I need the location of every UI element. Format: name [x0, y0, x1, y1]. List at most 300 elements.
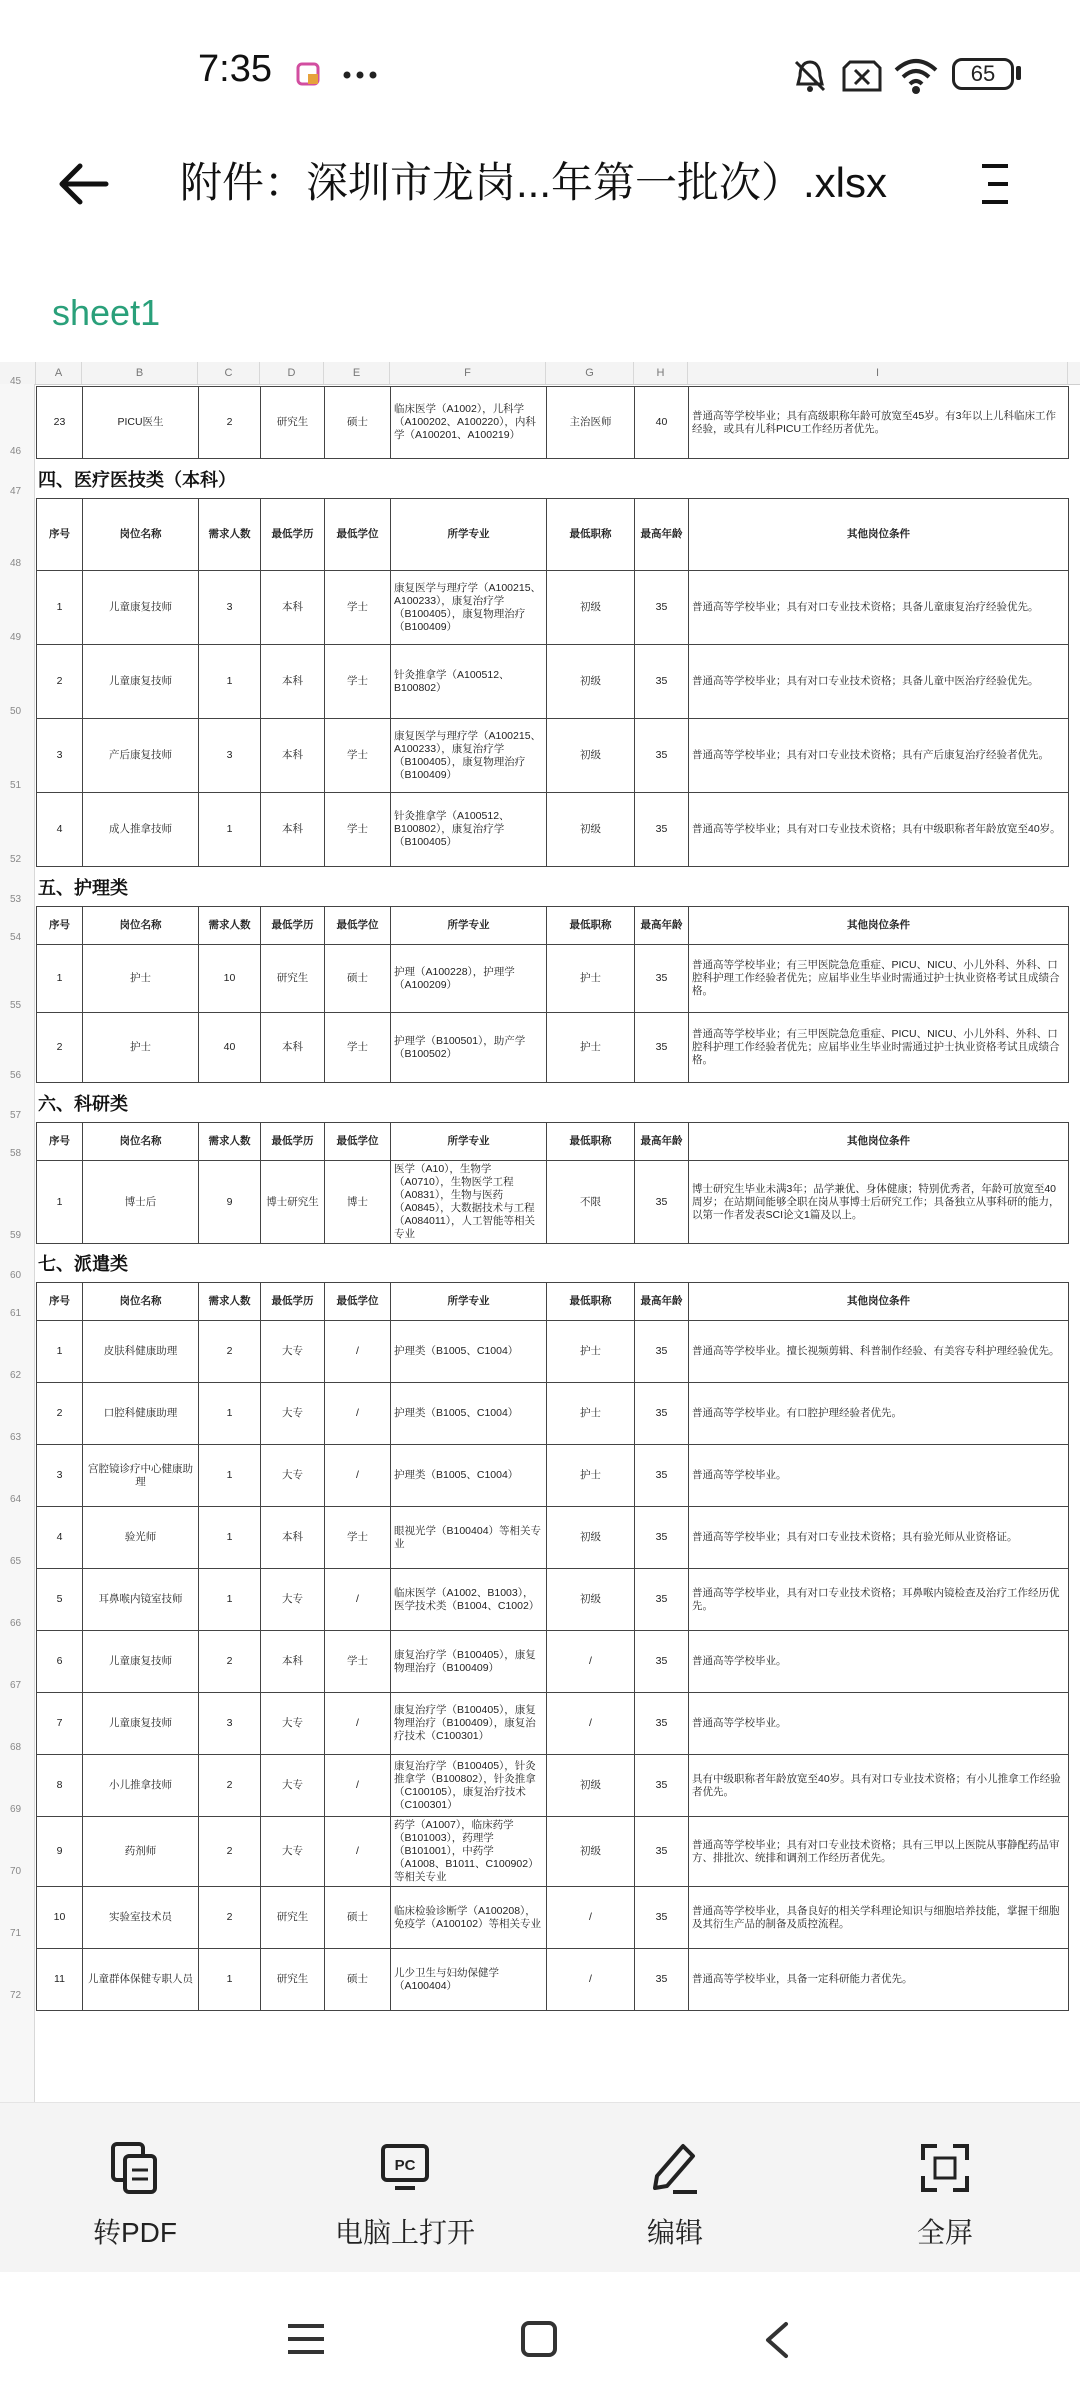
table-cell[interactable]: 普通高等学校毕业。 [689, 1445, 1069, 1507]
table-cell[interactable]: 1 [199, 793, 261, 867]
system-nav-bar [0, 2272, 1080, 2400]
table-row [37, 1887, 1069, 1949]
table-cell[interactable]: 大专 [261, 1445, 325, 1507]
table-cell[interactable]: 本科 [261, 1507, 325, 1569]
table-cell[interactable]: 1 [199, 1507, 261, 1569]
table-cell[interactable]: 儿童康复技师 [83, 645, 199, 719]
table-cell[interactable]: 9 [37, 1817, 83, 1887]
table-row [37, 1693, 1069, 1755]
table-cell[interactable]: 学士 [325, 645, 391, 719]
table-cell[interactable]: 4 [37, 1507, 83, 1569]
table-cell[interactable]: 学士 [325, 719, 391, 793]
table-cell[interactable]: / [325, 1755, 391, 1817]
table-cell[interactable]: / [325, 1693, 391, 1755]
edit-button[interactable] [590, 2140, 760, 2251]
header-cell[interactable]: 最低学历 [261, 1283, 325, 1321]
row-number[interactable]: 55 [10, 1000, 22, 1011]
row-number[interactable]: 67 [10, 1680, 22, 1691]
table-cell[interactable]: 护理类（B1005、C1004） [391, 1383, 547, 1445]
table-header-row [37, 1283, 1069, 1321]
header-cell[interactable]: 岗位名称 [83, 907, 199, 945]
table-cell[interactable]: 博士研究生毕业未满3年；品学兼优、身体健康；特别优秀者，年龄可放宽至40周岁；在站期间能够全职在岗从事博士后研究工作；具备独立从事科研的能力，以第一作者发表SCI论文1篇及以上。 [689, 1161, 1069, 1244]
table-cell[interactable]: 口腔科健康助理 [83, 1383, 199, 1445]
table-cell[interactable]: / [325, 1817, 391, 1887]
column-header[interactable]: B [82, 362, 198, 384]
spreadsheet[interactable] [0, 362, 1080, 2102]
table-cell[interactable]: 3 [199, 719, 261, 793]
table-cell[interactable]: 大专 [261, 1817, 325, 1887]
table-cell[interactable]: 硕士 [325, 1887, 391, 1949]
table-cell[interactable]: 初级 [547, 571, 635, 645]
row-number[interactable]: 47 [10, 486, 22, 497]
table-cell[interactable]: 35 [635, 571, 689, 645]
table-row [37, 1817, 1069, 1887]
document-title: 附件：深圳市龙岗...年第一批次）.xlsx [180, 159, 888, 206]
table-cell[interactable]: 普通高等学校毕业；具有对口专业技术资格；具有产后康复治疗经验者优先。 [689, 719, 1069, 793]
header-cell[interactable]: 最低学历 [261, 1123, 325, 1161]
header-cell[interactable]: 所学专业 [391, 1123, 547, 1161]
table-cell[interactable]: 主治医师 [547, 387, 635, 459]
table-cell[interactable]: 3 [199, 1693, 261, 1755]
table-cell[interactable]: 学士 [325, 571, 391, 645]
table-cell[interactable]: 大专 [261, 1569, 325, 1631]
table-cell[interactable]: 博士研究生 [261, 1161, 325, 1244]
table-cell[interactable]: / [325, 1383, 391, 1445]
table-cell[interactable]: 康复治疗学（B100405），针灸推拿学（B100802），针灸推拿（C100105），康复治疗技术（C100301） [391, 1755, 547, 1817]
table-cell[interactable]: 35 [635, 1887, 689, 1949]
table-cell[interactable]: 6 [37, 1631, 83, 1693]
section-title[interactable]: 七、派遣类 [38, 1254, 128, 1274]
table-cell[interactable]: 不限 [547, 1161, 635, 1244]
table-cell[interactable]: 2 [199, 1321, 261, 1383]
table-cell[interactable]: 学士 [325, 1013, 391, 1083]
table-cell[interactable]: 针灸推拿学（A100512、B100802），康复治疗学（B100405） [391, 793, 547, 867]
table-cell[interactable]: 具有中级职称者年龄放宽至40岁。具有对口专业技术资格；有小儿推拿工作经验者优先。 [689, 1755, 1069, 1817]
table-cell[interactable]: 普通高等学校毕业；有三甲医院急危重症、PICU、NICU、小儿外科、外科、口腔科护理工作经验者优先；应届毕业生毕业时需通过护士执业资格考试且成绩合格。 [689, 1013, 1069, 1083]
open-on-pc-label: 电脑上打开 [334, 2217, 475, 2248]
table-cell[interactable]: 2 [37, 1013, 83, 1083]
table-cell[interactable]: 普通高等学校毕业；具有对口专业技术资格；具有验光师从业资格证。 [689, 1507, 1069, 1569]
table-cell[interactable]: 护士 [547, 1445, 635, 1507]
row-number[interactable]: 58 [10, 1148, 22, 1159]
table-cell[interactable]: / [547, 1887, 635, 1949]
data-table [36, 1122, 1069, 1244]
column-header[interactable]: I [688, 362, 1068, 384]
app-icon [296, 62, 322, 88]
table-cell[interactable]: 2 [37, 645, 83, 719]
table-cell[interactable]: 研究生 [261, 1949, 325, 2011]
table-cell[interactable]: 儿童群体保健专职人员 [83, 1949, 199, 2011]
table-cell[interactable]: 研究生 [261, 1887, 325, 1949]
header-cell[interactable]: 序号 [37, 1283, 83, 1321]
table-row [37, 1755, 1069, 1817]
back-nav-icon[interactable] [762, 2320, 790, 2360]
table-cell[interactable]: 初级 [547, 645, 635, 719]
table-cell[interactable]: 普通高等学校毕业。有口腔护理经验者优先。 [689, 1383, 1069, 1445]
table-cell[interactable]: 3 [37, 1445, 83, 1507]
row-number[interactable]: 60 [10, 1270, 22, 1281]
table-cell[interactable]: 2 [199, 1817, 261, 1887]
table-cell[interactable]: 康复治疗学（B100405），康复物理治疗（B100409） [391, 1631, 547, 1693]
table-cell[interactable]: 硕士 [325, 387, 391, 459]
table-row [37, 1949, 1069, 2011]
table-header-row [37, 1123, 1069, 1161]
table-cell[interactable]: 硕士 [325, 945, 391, 1013]
table-cell[interactable]: 儿少卫生与妇幼保健学（A100404） [391, 1949, 547, 2011]
table-cell[interactable]: 临床医学（A1002），儿科学（A100202、A100220），内科学（A100201、A100219） [391, 387, 547, 459]
header-cell[interactable]: 最高年龄 [635, 499, 689, 571]
table-cell[interactable]: 大专 [261, 1693, 325, 1755]
table-cell[interactable]: 学士 [325, 793, 391, 867]
table-cell[interactable]: PICU医生 [83, 387, 199, 459]
table-cell[interactable]: 35 [635, 1161, 689, 1244]
table-cell[interactable]: 博士 [325, 1161, 391, 1244]
table-cell[interactable]: 医学（A10），生物学（A0710），生物医学工程（A0831），生物与医药（A0845），大数据技术与工程（A084011），人工智能等相关专业 [391, 1161, 547, 1244]
table-cell[interactable]: 普通高等学校毕业；具有对口专业技术资格；具备儿童康复治疗经验优先。 [689, 571, 1069, 645]
row-number[interactable]: 66 [10, 1618, 22, 1629]
table-cell[interactable]: 皮肤科健康助理 [83, 1321, 199, 1383]
edit-pen-icon [647, 2140, 703, 2196]
row-number[interactable]: 63 [10, 1432, 22, 1443]
battery-tip [1016, 66, 1021, 80]
table-cell[interactable]: 35 [635, 945, 689, 1013]
table-cell[interactable]: 护士 [547, 1013, 635, 1083]
row-number[interactable]: 56 [10, 1070, 22, 1081]
table-cell[interactable]: 大专 [261, 1383, 325, 1445]
outline-menu-icon[interactable] [980, 160, 1010, 208]
to-pdf-label: 转PDF [92, 2217, 177, 2248]
table-cell[interactable]: 耳鼻喉内镜室技师 [83, 1569, 199, 1631]
row-number[interactable]: 49 [10, 632, 22, 643]
battery-level: 65 [970, 61, 996, 86]
table-cell[interactable]: 本科 [261, 719, 325, 793]
column-header[interactable]: G [546, 362, 634, 384]
table-cell[interactable]: 儿童康复技师 [83, 1693, 199, 1755]
column-header[interactable]: C [198, 362, 260, 384]
table-cell[interactable]: 研究生 [261, 387, 325, 459]
table-cell[interactable]: 康复治疗学（B100405），康复物理治疗（B100409），康复治疗技术（C100301） [391, 1693, 547, 1755]
table-cell[interactable]: / [547, 1693, 635, 1755]
table-cell[interactable]: 35 [635, 1755, 689, 1817]
table-cell[interactable]: 35 [635, 1817, 689, 1887]
header-cell[interactable]: 需求人数 [199, 1283, 261, 1321]
table-cell[interactable]: 2 [199, 1755, 261, 1817]
recent-apps-icon[interactable] [286, 2322, 326, 2356]
data-table [36, 906, 1069, 1083]
table-cell[interactable]: / [325, 1569, 391, 1631]
table-cell[interactable]: 40 [635, 387, 689, 459]
table-cell[interactable]: 10 [37, 1887, 83, 1949]
table-cell[interactable]: 35 [635, 719, 689, 793]
table-cell[interactable]: 1 [37, 945, 83, 1013]
table-cell[interactable]: 本科 [261, 645, 325, 719]
table-cell[interactable]: 护理类（B1005、C1004） [391, 1445, 547, 1507]
header-cell[interactable]: 需求人数 [199, 907, 261, 945]
table-cell[interactable]: 验光师 [83, 1507, 199, 1569]
table-cell[interactable]: 35 [635, 1631, 689, 1693]
table-cell[interactable]: 2 [199, 387, 261, 459]
fullscreen-label: 全屏 [916, 2217, 973, 2248]
column-header[interactable]: E [324, 362, 390, 384]
table-row [37, 1321, 1069, 1383]
column-header-bar [0, 362, 1080, 385]
table-cell[interactable]: 药剂师 [83, 1817, 199, 1887]
no-sim-icon [840, 58, 882, 94]
section-title[interactable]: 六、科研类 [38, 1094, 128, 1114]
column-header[interactable]: D [260, 362, 324, 384]
table-cell[interactable]: 初级 [547, 1569, 635, 1631]
table-cell[interactable]: 成人推拿技师 [83, 793, 199, 867]
table-cell[interactable]: 初级 [547, 1817, 635, 1887]
table-cell[interactable]: 35 [635, 1569, 689, 1631]
header-cell[interactable]: 最低学位 [325, 907, 391, 945]
table-cell[interactable]: 2 [37, 1383, 83, 1445]
table-cell[interactable]: 护士 [547, 1321, 635, 1383]
table-cell[interactable]: 护理学（B100501），助产学（B100502） [391, 1013, 547, 1083]
header-cell[interactable]: 需求人数 [199, 499, 261, 571]
table-cell[interactable]: / [325, 1321, 391, 1383]
table-cell[interactable]: 3 [37, 719, 83, 793]
sheet-tab[interactable]: sheet1 [52, 292, 161, 333]
row-number[interactable]: 65 [10, 1556, 22, 1567]
row-number[interactable]: 52 [10, 854, 22, 865]
header-cell[interactable]: 序号 [37, 1123, 83, 1161]
table-cell[interactable]: 护士 [547, 1383, 635, 1445]
table-cell[interactable]: 9 [199, 1161, 261, 1244]
table-cell[interactable]: 初级 [547, 1507, 635, 1569]
table-row [37, 945, 1069, 1013]
header-cell[interactable]: 其他岗位条件 [689, 1123, 1069, 1161]
row-number[interactable]: 68 [10, 1742, 22, 1753]
table-cell[interactable]: 护士 [83, 945, 199, 1013]
row-number[interactable]: 53 [10, 894, 22, 905]
table-cell[interactable]: 35 [635, 1693, 689, 1755]
row-number[interactable]: 70 [10, 1866, 22, 1877]
row-number[interactable]: 71 [10, 1928, 22, 1939]
battery-icon [952, 58, 1014, 90]
table-cell[interactable]: 8 [37, 1755, 83, 1817]
table-cell[interactable]: 普通高等学校毕业，具备一定科研能力者优先。 [689, 1949, 1069, 2011]
table-cell[interactable]: 23 [37, 387, 83, 459]
table-cell[interactable]: 眼视光学（B100404）等相关专业 [391, 1507, 547, 1569]
table-cell[interactable]: 普通高等学校毕业。擅长视频剪辑、科普制作经验、有美容专科护理经验优先。 [689, 1321, 1069, 1383]
row-number[interactable]: 45 [10, 376, 22, 387]
table-cell[interactable]: 儿童康复技师 [83, 1631, 199, 1693]
table-cell[interactable]: 35 [635, 793, 689, 867]
section-title[interactable]: 四、医疗医技类（本科） [38, 470, 236, 490]
table-cell[interactable]: 临床检验诊断学（A100208），免疫学（A100102）等相关专业 [391, 1887, 547, 1949]
table-row [37, 1013, 1069, 1083]
table-cell[interactable]: 本科 [261, 1631, 325, 1693]
row-number[interactable]: 61 [10, 1308, 22, 1319]
table-cell[interactable]: 2 [199, 1631, 261, 1693]
header-cell[interactable]: 最低学位 [325, 1123, 391, 1161]
table-row [37, 571, 1069, 645]
open-on-pc-button[interactable] [320, 2140, 490, 2251]
table-cell[interactable]: 1 [37, 571, 83, 645]
table-row [37, 1161, 1069, 1244]
table-cell[interactable]: 35 [635, 645, 689, 719]
header-cell[interactable]: 其他岗位条件 [689, 499, 1069, 571]
table-cell[interactable]: 本科 [261, 793, 325, 867]
table-cell[interactable]: 护理（A100228），护理学（A100209） [391, 945, 547, 1013]
table-row [37, 1445, 1069, 1507]
table-cell[interactable]: 35 [635, 1321, 689, 1383]
table-row [37, 793, 1069, 867]
row-number[interactable]: 69 [10, 1804, 22, 1815]
table-cell[interactable]: 1 [199, 1949, 261, 2011]
row-number[interactable]: 59 [10, 1230, 22, 1241]
table-cell[interactable]: 本科 [261, 571, 325, 645]
table-cell[interactable]: 大专 [261, 1321, 325, 1383]
svg-text:PC: PC [394, 2157, 416, 2174]
table-cell[interactable]: 护士 [547, 945, 635, 1013]
table-cell[interactable]: 2 [199, 1887, 261, 1949]
header-cell[interactable]: 最低学位 [325, 499, 391, 571]
table-cell[interactable]: 1 [37, 1321, 83, 1383]
table-cell[interactable]: 实验室技术员 [83, 1887, 199, 1949]
row-number[interactable]: 64 [10, 1494, 22, 1505]
row-number[interactable]: 57 [10, 1110, 22, 1121]
table-cell[interactable]: 小儿推拿技师 [83, 1755, 199, 1817]
table-cell[interactable]: 普通高等学校毕业；有三甲医院急危重症、PICU、NICU、小儿外科、外科、口腔科护理工作经验者优先；应届毕业生毕业时需通过护士执业资格考试且成绩合格。 [689, 945, 1069, 1013]
header-cell[interactable]: 岗位名称 [83, 1283, 199, 1321]
header-cell[interactable]: 序号 [37, 499, 83, 571]
header-cell[interactable]: 其他岗位条件 [689, 907, 1069, 945]
table-cell[interactable]: 儿童康复技师 [83, 571, 199, 645]
table-cell[interactable]: 康复医学与理疗学（A100215、A100233），康复治疗学（B100405），康复物理治疗（B100409） [391, 571, 547, 645]
mute-icon [790, 56, 830, 96]
table-cell[interactable]: 宫腔镜诊疗中心健康助理 [83, 1445, 199, 1507]
table-row [37, 1569, 1069, 1631]
table-cell[interactable]: 大专 [261, 1755, 325, 1817]
table-cell[interactable]: 35 [635, 1013, 689, 1083]
table-cell[interactable]: 学士 [325, 1631, 391, 1693]
table-cell[interactable]: 普通高等学校毕业。 [689, 1631, 1069, 1693]
header-cell[interactable]: 岗位名称 [83, 499, 199, 571]
table-cell[interactable]: 普通高等学校毕业，具备良好的相关学科理论知识与细胞培养技能，掌握干细胞及其衍生产品的制备及质控流程。 [689, 1887, 1069, 1949]
row-number[interactable]: 50 [10, 706, 22, 717]
data-table [36, 1282, 1069, 2011]
row-number[interactable]: 48 [10, 558, 22, 569]
header-cell[interactable]: 序号 [37, 907, 83, 945]
table-cell[interactable]: 11 [37, 1949, 83, 2011]
table-cell[interactable]: 35 [635, 1383, 689, 1445]
table-cell[interactable]: 4 [37, 793, 83, 867]
row-number[interactable]: 46 [10, 446, 22, 457]
table-cell[interactable]: 针灸推拿学（A100512、B100802） [391, 645, 547, 719]
header-cell[interactable]: 岗位名称 [83, 1123, 199, 1161]
table-cell[interactable]: 本科 [261, 1013, 325, 1083]
row-number[interactable]: 62 [10, 1370, 22, 1381]
table-row [37, 387, 1069, 459]
table-cell[interactable]: 研究生 [261, 945, 325, 1013]
column-header[interactable]: F [390, 362, 546, 384]
table-cell[interactable]: 护士 [83, 1013, 199, 1083]
wifi-icon [892, 56, 940, 96]
header-cell[interactable]: 最低职称 [547, 499, 635, 571]
header-cell[interactable]: 最低学位 [325, 1283, 391, 1321]
status-bar [0, 0, 1080, 150]
table-cell[interactable]: 5 [37, 1569, 83, 1631]
header-cell[interactable]: 最高年龄 [635, 907, 689, 945]
header-cell[interactable]: 最低职称 [547, 907, 635, 945]
table-cell[interactable]: 学士 [325, 1507, 391, 1569]
table-cell[interactable]: 1 [199, 645, 261, 719]
table-cell[interactable]: 1 [199, 1383, 261, 1445]
table-cell[interactable]: 7 [37, 1693, 83, 1755]
table-cell[interactable]: 初级 [547, 793, 635, 867]
table-cell[interactable]: 3 [199, 571, 261, 645]
table-cell[interactable]: / [547, 1631, 635, 1693]
table-cell[interactable]: 产后康复技师 [83, 719, 199, 793]
table-cell[interactable]: 临床医学（A1002、B1003），医学技术类（B1004、C1002） [391, 1569, 547, 1631]
row-number[interactable]: 72 [10, 1990, 22, 2001]
header-cell[interactable]: 最低职称 [547, 1123, 635, 1161]
table-cell[interactable]: 普通高等学校毕业；具有对口专业技术资格；具有中级职称者年龄放宽至40岁。 [689, 793, 1069, 867]
row-number[interactable]: 51 [10, 780, 22, 791]
table-cell[interactable]: 初级 [547, 1755, 635, 1817]
table-cell[interactable]: 普通高等学校毕业；具有高级职称年龄可放宽至45岁。有3年以上儿科临床工作经验，或具有儿科PICU工作经历者优先。 [689, 387, 1069, 459]
table-cell[interactable]: 康复医学与理疗学（A100215、A100233），康复治疗学（B100405），康复物理治疗（B100409） [391, 719, 547, 793]
column-header[interactable]: A [36, 362, 82, 384]
header-cell[interactable]: 最低学历 [261, 499, 325, 571]
table-row [37, 1631, 1069, 1693]
table-cell[interactable]: 护理类（B1005、C1004） [391, 1321, 547, 1383]
header-cell[interactable]: 需求人数 [199, 1123, 261, 1161]
table-cell[interactable]: 10 [199, 945, 261, 1013]
table-cell[interactable]: 药学（A1007），临床药学（B101003），药理学（B101001），中药学（A1008、B1011、C100902）等相关专业 [391, 1817, 547, 1887]
section-title[interactable]: 五、护理类 [38, 878, 128, 898]
table-cell[interactable]: 1 [37, 1161, 83, 1244]
table-cell[interactable]: 1 [199, 1445, 261, 1507]
header-cell[interactable]: 最低职称 [547, 1283, 635, 1321]
table-cell[interactable]: 1 [199, 1569, 261, 1631]
table-cell[interactable]: / [547, 1949, 635, 2011]
table-cell[interactable]: 初级 [547, 719, 635, 793]
table-cell[interactable]: 35 [635, 1507, 689, 1569]
fullscreen-icon [917, 2140, 973, 2196]
home-icon[interactable] [520, 2320, 558, 2358]
header-cell[interactable]: 所学专业 [391, 907, 547, 945]
header-cell[interactable]: 最低学历 [261, 907, 325, 945]
table-cell[interactable]: 普通高等学校毕业。 [689, 1693, 1069, 1755]
table-cell[interactable]: 普通高等学校毕业；具有对口专业技术资格；具有三甲以上医院从事静配药品审方、排批次、统排和调剂工作经历者优先。 [689, 1817, 1069, 1887]
table-cell[interactable]: 普通高等学校毕业，具有对口专业技术资格；耳鼻喉内镜检查及治疗工作经历优先。 [689, 1569, 1069, 1631]
row-number[interactable]: 54 [10, 932, 22, 943]
edit-label: 编辑 [646, 2217, 703, 2248]
column-header[interactable]: H [634, 362, 688, 384]
header-cell[interactable]: 其他岗位条件 [689, 1283, 1069, 1321]
table-cell[interactable]: 35 [635, 1445, 689, 1507]
table-cell[interactable]: / [325, 1445, 391, 1507]
table-cell[interactable]: 40 [199, 1013, 261, 1083]
table-cell[interactable]: 硕士 [325, 1949, 391, 2011]
back-arrow-icon[interactable] [54, 154, 114, 214]
header-cell[interactable]: 最高年龄 [635, 1123, 689, 1161]
header-cell[interactable]: 所学专业 [391, 1283, 547, 1321]
fullscreen-button[interactable] [860, 2140, 1030, 2251]
table-cell[interactable]: 博士后 [83, 1161, 199, 1244]
to-pdf-button[interactable] [50, 2140, 220, 2251]
table-cell[interactable]: 35 [635, 1949, 689, 2011]
header-cell[interactable]: 最高年龄 [635, 1283, 689, 1321]
table-cell[interactable]: 普通高等学校毕业；具有对口专业技术资格；具备儿童中医治疗经验优先。 [689, 645, 1069, 719]
pc-icon [377, 2140, 433, 2196]
convert-pdf-icon [107, 2140, 163, 2196]
table-row [37, 1507, 1069, 1569]
header-cell[interactable]: 所学专业 [391, 499, 547, 571]
